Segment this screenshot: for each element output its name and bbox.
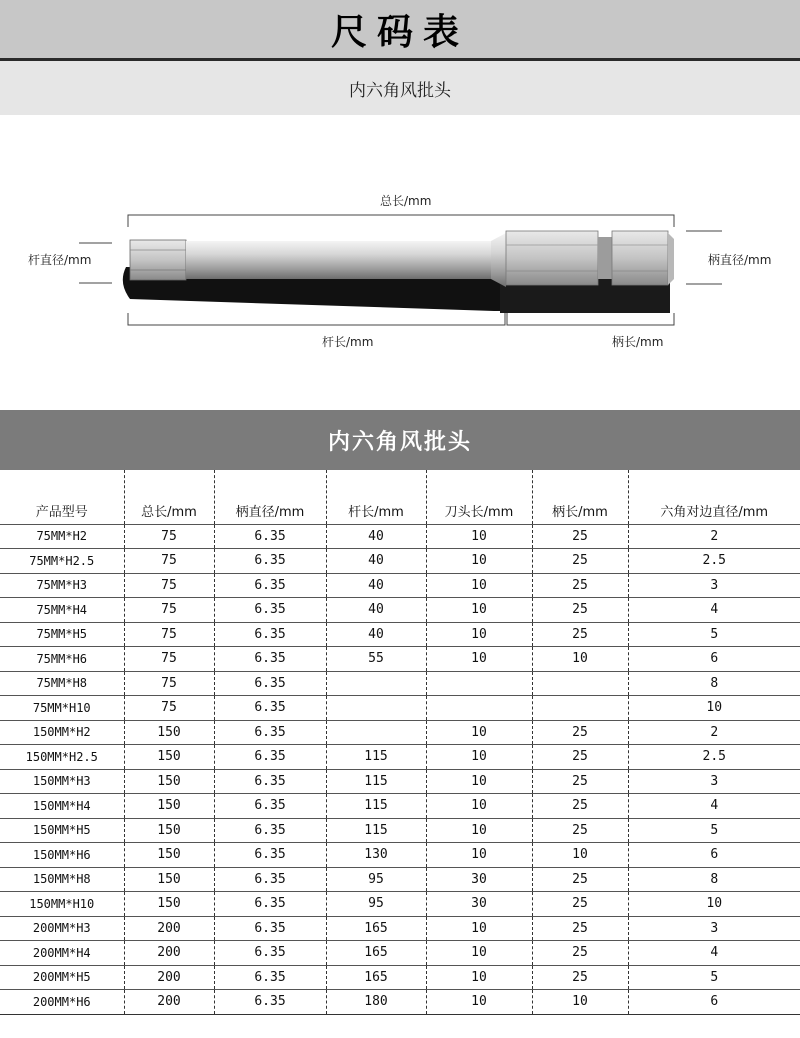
cell-total-length: 150 (124, 769, 214, 794)
cell-model: 75MM*H10 (0, 696, 124, 721)
column-header-shank-length: 杆长/mm (326, 470, 426, 524)
cell-total-length: 150 (124, 892, 214, 917)
cell-hex-size: 6 (628, 990, 800, 1015)
column-header-handle-length: 柄长/mm (532, 470, 628, 524)
cell-handle-diameter: 6.35 (214, 769, 326, 794)
cell-handle-length: 25 (532, 769, 628, 794)
cell-model: 75MM*H3 (0, 573, 124, 598)
cell-handle-length: 10 (532, 647, 628, 672)
cell-total-length: 75 (124, 696, 214, 721)
cell-handle-diameter: 6.35 (214, 671, 326, 696)
cell-hex-size: 4 (628, 941, 800, 966)
size-chart-table (0, 470, 800, 1015)
table-header-row (0, 470, 800, 524)
cell-hex-size: 4 (628, 794, 800, 819)
cell-handle-diameter: 6.35 (214, 549, 326, 574)
cell-model: 150MM*H8 (0, 867, 124, 892)
cell-total-length: 150 (124, 745, 214, 770)
handle-diameter-label: 柄直径/mm (708, 253, 772, 267)
cell-model: 75MM*H6 (0, 647, 124, 672)
table-row (0, 867, 800, 892)
cell-model: 75MM*H8 (0, 671, 124, 696)
page-title-bar (0, 0, 800, 58)
cell-handle-diameter: 6.35 (214, 794, 326, 819)
cell-tip-length: 10 (426, 843, 532, 868)
column-header-total-length: 总长/mm (124, 470, 214, 524)
hex-bit-illustration (0, 115, 800, 410)
cell-handle-diameter: 6.35 (214, 892, 326, 917)
table-title: 内六角风批头 (327, 429, 472, 455)
cell-shank-length: 165 (326, 916, 426, 941)
cell-model: 200MM*H5 (0, 965, 124, 990)
cell-shank-length (326, 696, 426, 721)
cell-tip-length: 10 (426, 647, 532, 672)
cell-hex-size: 3 (628, 573, 800, 598)
cell-shank-length: 115 (326, 745, 426, 770)
cell-total-length: 75 (124, 549, 214, 574)
cell-tip-length: 10 (426, 720, 532, 745)
cell-handle-diameter: 6.35 (214, 647, 326, 672)
cell-hex-size: 5 (628, 622, 800, 647)
table-row (0, 622, 800, 647)
table-row (0, 990, 800, 1015)
shank-length-label: 杆长/mm (322, 335, 374, 349)
cell-model: 150MM*H3 (0, 769, 124, 794)
cell-total-length: 75 (124, 671, 214, 696)
cell-model: 200MM*H6 (0, 990, 124, 1015)
table-row (0, 647, 800, 672)
cell-shank-length: 165 (326, 941, 426, 966)
cell-model: 150MM*H2 (0, 720, 124, 745)
cell-tip-length (426, 671, 532, 696)
cell-tip-length: 10 (426, 524, 532, 549)
cell-model: 75MM*H4 (0, 598, 124, 623)
table-row (0, 843, 800, 868)
cell-handle-length: 10 (532, 990, 628, 1015)
cell-tip-length: 10 (426, 769, 532, 794)
cell-hex-size: 3 (628, 916, 800, 941)
cell-tip-length: 10 (426, 622, 532, 647)
table-row (0, 745, 800, 770)
cell-shank-length: 40 (326, 524, 426, 549)
cell-total-length: 150 (124, 818, 214, 843)
cell-handle-length: 25 (532, 622, 628, 647)
cell-handle-diameter: 6.35 (214, 524, 326, 549)
cell-tip-length: 10 (426, 794, 532, 819)
cell-shank-length: 165 (326, 965, 426, 990)
cell-tip-length: 10 (426, 941, 532, 966)
cell-shank-length: 115 (326, 818, 426, 843)
cell-handle-diameter: 6.35 (214, 941, 326, 966)
cell-total-length: 200 (124, 965, 214, 990)
cell-tip-length: 10 (426, 598, 532, 623)
cell-hex-size: 10 (628, 892, 800, 917)
table-row (0, 598, 800, 623)
cell-handle-diameter: 6.35 (214, 867, 326, 892)
cell-hex-size: 2 (628, 524, 800, 549)
cell-shank-length: 40 (326, 573, 426, 598)
cell-handle-diameter: 6.35 (214, 720, 326, 745)
cell-handle-length (532, 696, 628, 721)
cell-model: 75MM*H2.5 (0, 549, 124, 574)
table-row (0, 549, 800, 574)
cell-total-length: 200 (124, 941, 214, 966)
cell-shank-length: 130 (326, 843, 426, 868)
table-row (0, 965, 800, 990)
cell-shank-length: 115 (326, 794, 426, 819)
cell-handle-length: 25 (532, 794, 628, 819)
product-diagram (0, 115, 800, 410)
cell-total-length: 200 (124, 916, 214, 941)
cell-shank-length: 40 (326, 598, 426, 623)
cell-model: 150MM*H5 (0, 818, 124, 843)
cell-handle-diameter: 6.35 (214, 818, 326, 843)
cell-shank-length (326, 720, 426, 745)
cell-handle-diameter: 6.35 (214, 843, 326, 868)
cell-tip-length: 10 (426, 916, 532, 941)
cell-handle-diameter: 6.35 (214, 916, 326, 941)
cell-handle-length: 25 (532, 549, 628, 574)
cell-handle-length: 25 (532, 965, 628, 990)
cell-handle-length: 10 (532, 843, 628, 868)
cell-handle-length: 25 (532, 818, 628, 843)
cell-model: 75MM*H5 (0, 622, 124, 647)
table-title-bar (0, 410, 800, 470)
cell-handle-length: 25 (532, 524, 628, 549)
cell-tip-length: 10 (426, 818, 532, 843)
table-row (0, 524, 800, 549)
page-title: 尺码表 (330, 11, 469, 53)
cell-total-length: 75 (124, 647, 214, 672)
cell-total-length: 75 (124, 598, 214, 623)
table-body (0, 524, 800, 1014)
cell-shank-length: 40 (326, 622, 426, 647)
column-header-model: 产品型号 (0, 470, 124, 524)
handle-length-label: 柄长/mm (612, 335, 664, 349)
cell-total-length: 150 (124, 794, 214, 819)
cell-shank-length (326, 671, 426, 696)
cell-tip-length: 30 (426, 867, 532, 892)
table-row (0, 794, 800, 819)
cell-handle-length: 25 (532, 720, 628, 745)
cell-handle-length (532, 671, 628, 696)
cell-handle-length: 25 (532, 941, 628, 966)
cell-handle-length: 25 (532, 745, 628, 770)
table-row (0, 769, 800, 794)
cell-handle-diameter: 6.35 (214, 696, 326, 721)
page-subtitle: 内六角风批头 (349, 80, 451, 101)
column-header-hex-size: 六角对边直径/mm (628, 470, 800, 524)
cell-handle-diameter: 6.35 (214, 745, 326, 770)
cell-model: 200MM*H4 (0, 941, 124, 966)
cell-handle-length: 25 (532, 598, 628, 623)
cell-total-length: 75 (124, 524, 214, 549)
cell-shank-length: 55 (326, 647, 426, 672)
cell-hex-size: 8 (628, 867, 800, 892)
table-row (0, 916, 800, 941)
cell-handle-length: 25 (532, 892, 628, 917)
cell-hex-size: 5 (628, 965, 800, 990)
cell-tip-length: 10 (426, 990, 532, 1015)
cell-handle-diameter: 6.35 (214, 622, 326, 647)
table-row (0, 818, 800, 843)
cell-handle-length: 25 (532, 867, 628, 892)
cell-total-length: 150 (124, 720, 214, 745)
cell-handle-diameter: 6.35 (214, 965, 326, 990)
table-row (0, 892, 800, 917)
cell-hex-size: 6 (628, 843, 800, 868)
cell-tip-length (426, 696, 532, 721)
cell-handle-length: 25 (532, 916, 628, 941)
cell-handle-length: 25 (532, 573, 628, 598)
cell-handle-diameter: 6.35 (214, 598, 326, 623)
table-row (0, 573, 800, 598)
table-row (0, 941, 800, 966)
cell-model: 150MM*H2.5 (0, 745, 124, 770)
cell-hex-size: 4 (628, 598, 800, 623)
cell-hex-size: 6 (628, 647, 800, 672)
cell-shank-length: 180 (326, 990, 426, 1015)
cell-hex-size: 3 (628, 769, 800, 794)
cell-tip-length: 10 (426, 965, 532, 990)
cell-model: 75MM*H2 (0, 524, 124, 549)
cell-shank-length: 40 (326, 549, 426, 574)
cell-total-length: 75 (124, 622, 214, 647)
cell-hex-size: 2.5 (628, 549, 800, 574)
cell-total-length: 200 (124, 990, 214, 1015)
subtitle-bar (0, 61, 800, 115)
cell-hex-size: 5 (628, 818, 800, 843)
cell-model: 150MM*H4 (0, 794, 124, 819)
cell-handle-diameter: 6.35 (214, 573, 326, 598)
size-table (0, 470, 800, 1038)
cell-tip-length: 30 (426, 892, 532, 917)
cell-handle-diameter: 6.35 (214, 990, 326, 1015)
cell-model: 150MM*H6 (0, 843, 124, 868)
cell-tip-length: 10 (426, 573, 532, 598)
table-row (0, 696, 800, 721)
cell-hex-size: 2.5 (628, 745, 800, 770)
cell-hex-size: 10 (628, 696, 800, 721)
cell-model: 200MM*H3 (0, 916, 124, 941)
column-header-tip-length: 刀头长/mm (426, 470, 532, 524)
cell-total-length: 150 (124, 843, 214, 868)
cell-model: 150MM*H10 (0, 892, 124, 917)
cell-hex-size: 2 (628, 720, 800, 745)
table-row (0, 720, 800, 745)
cell-tip-length: 10 (426, 549, 532, 574)
total-length-label: 总长/mm (380, 194, 432, 208)
cell-total-length: 150 (124, 867, 214, 892)
cell-total-length: 75 (124, 573, 214, 598)
table-row (0, 671, 800, 696)
cell-shank-length: 95 (326, 892, 426, 917)
shank-diameter-label: 杆直径/mm (28, 253, 92, 267)
cell-shank-length: 95 (326, 867, 426, 892)
cell-shank-length: 115 (326, 769, 426, 794)
cell-hex-size: 8 (628, 671, 800, 696)
cell-tip-length: 10 (426, 745, 532, 770)
column-header-handle-diameter: 柄直径/mm (214, 470, 326, 524)
